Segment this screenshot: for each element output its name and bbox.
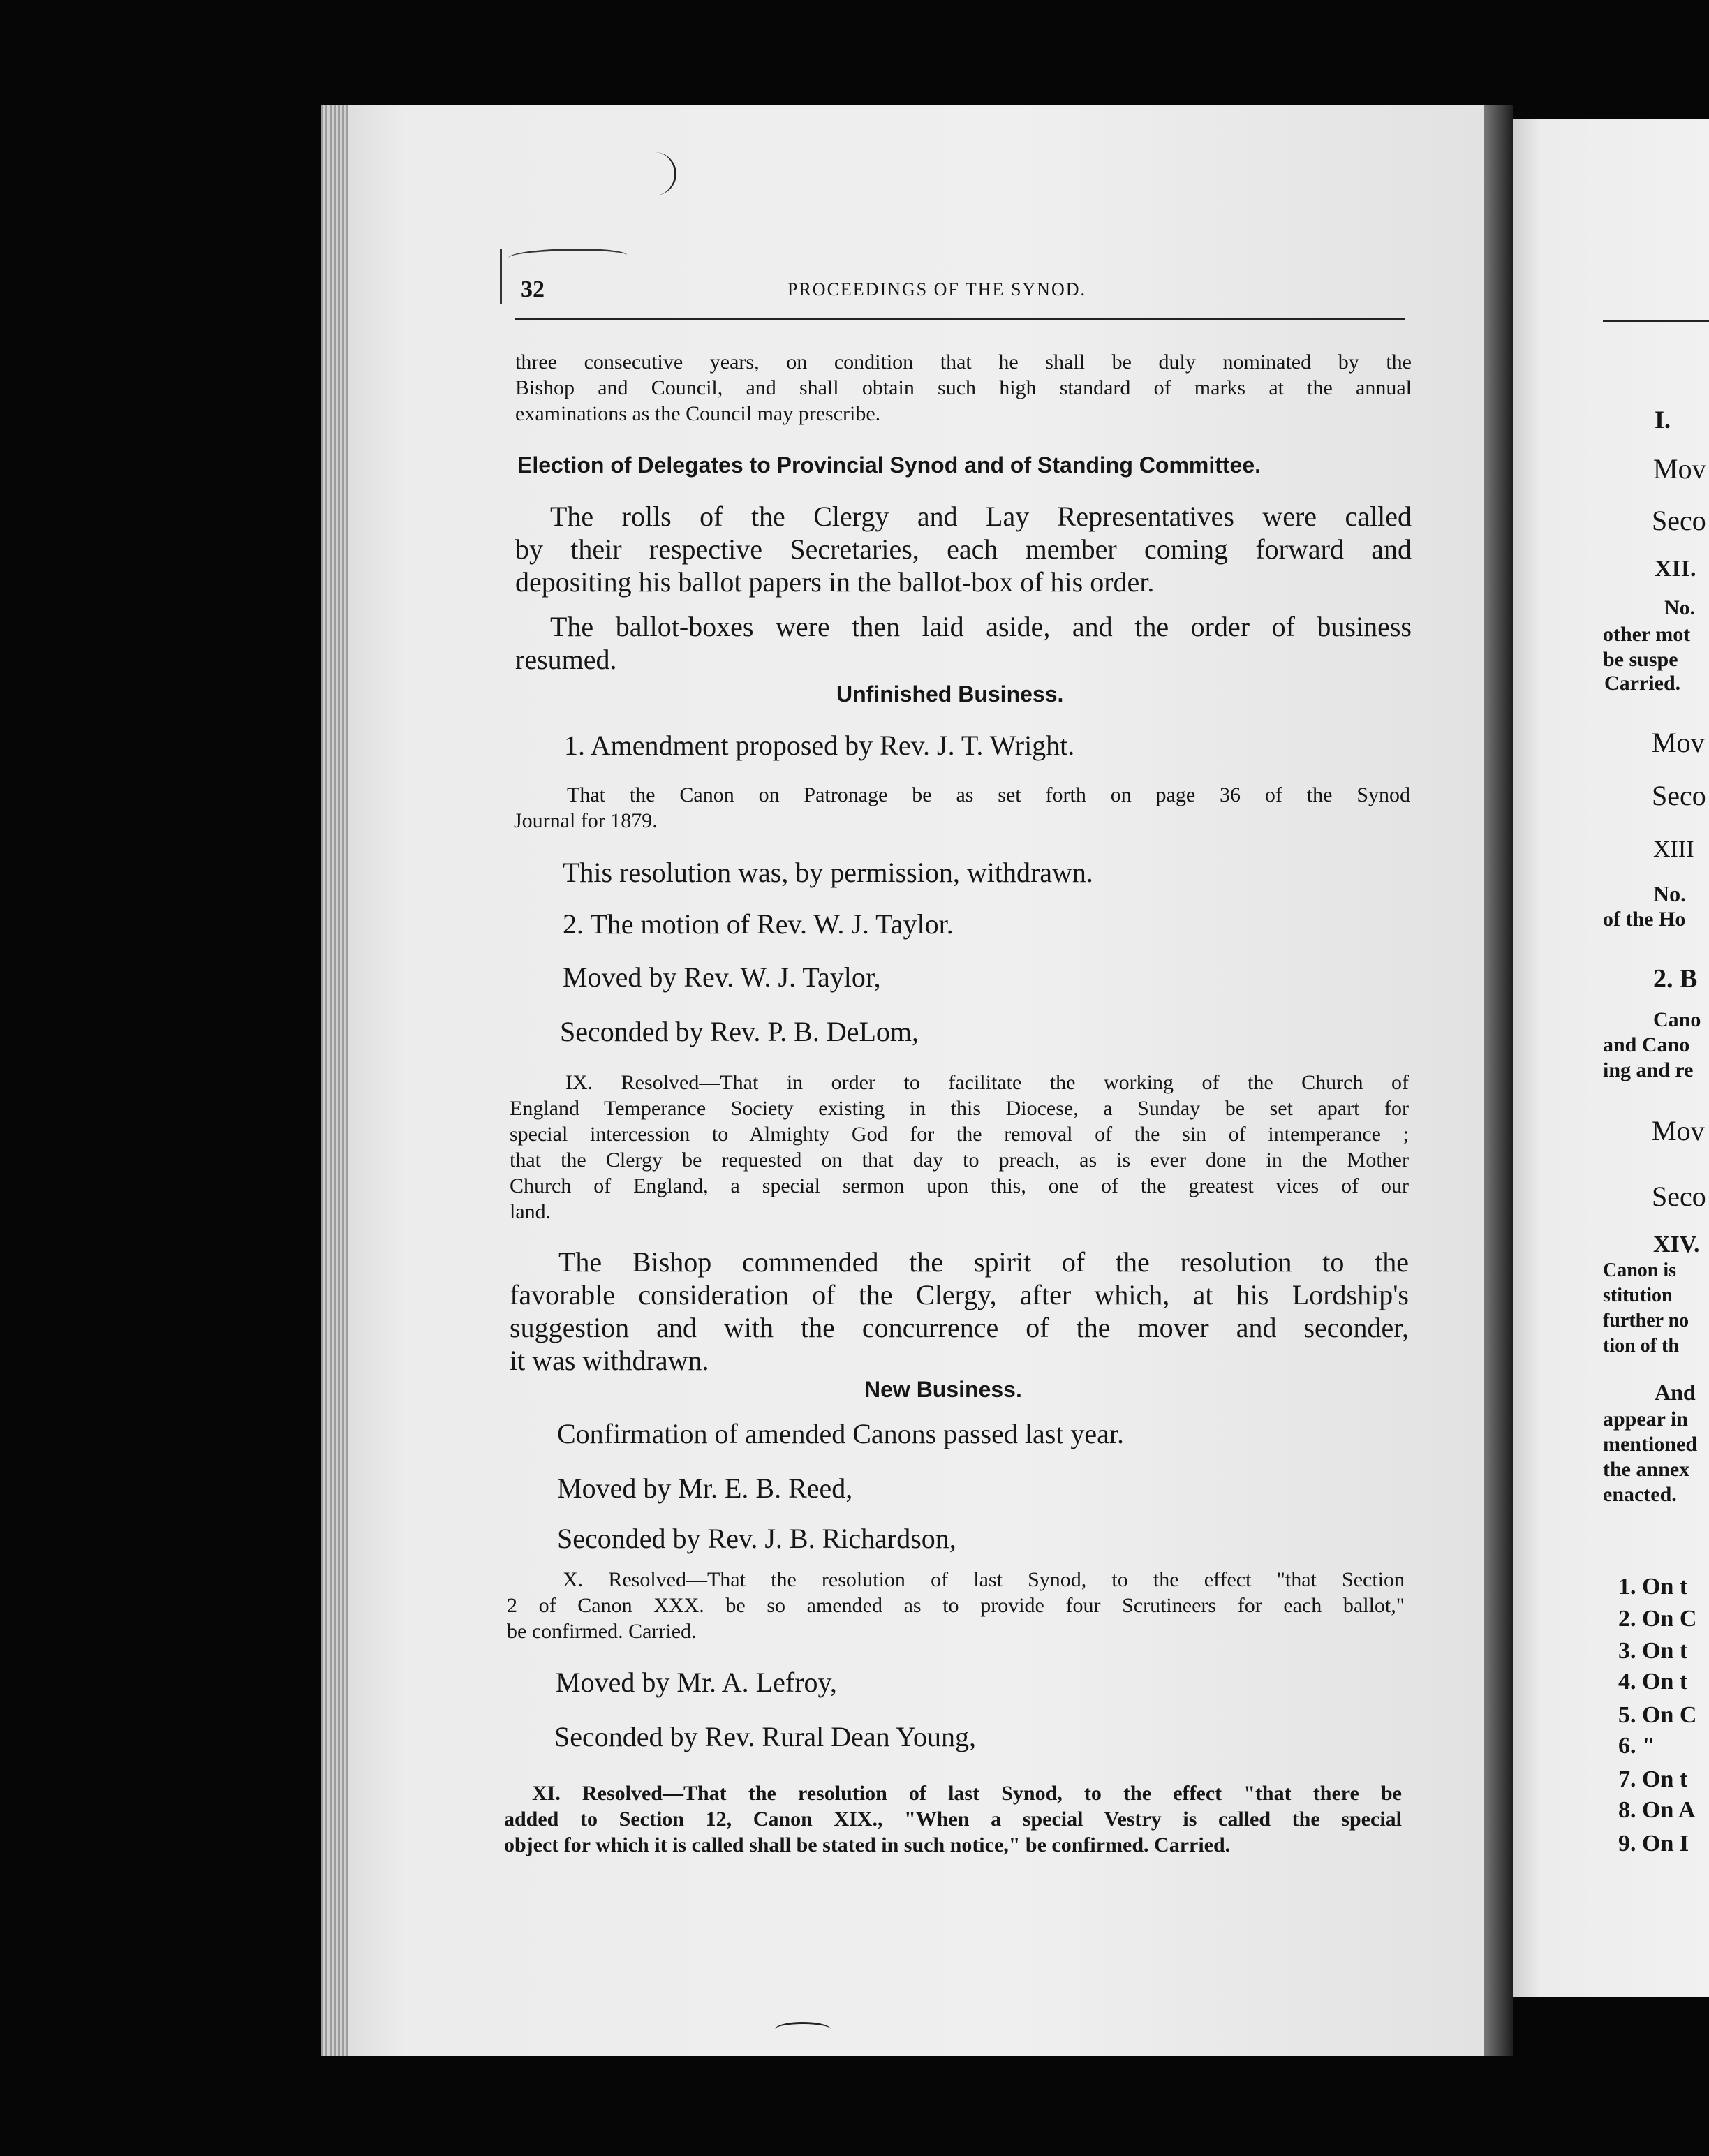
right-page-line: No. xyxy=(1653,881,1687,906)
right-page-line: stitution xyxy=(1603,1285,1673,1306)
right-page-line: Cano xyxy=(1653,1008,1701,1031)
page-number: 32 xyxy=(521,276,545,302)
seconded-by-2: Seconded by Rev. J. B. Richardson, xyxy=(557,1523,956,1554)
right-page-line: further no xyxy=(1603,1310,1689,1331)
header-rule xyxy=(515,318,1405,320)
right-page-line: mentioned xyxy=(1603,1433,1697,1456)
right-page-line: 2. On C xyxy=(1618,1606,1697,1632)
moved-by-2: Moved by Mr. E. B. Reed, xyxy=(557,1472,853,1504)
ballot-paragraph: The ballot-boxes were then laid aside, and the order of business resumed. xyxy=(515,611,1412,675)
bishop-paragraph: The Bishop commended the spirit of the resolution to the favorable consideration of the Clergy, after which, at his Lordship's suggestion and with the concurrence of the mover and seconder, it was withdrawn. xyxy=(510,1246,1409,1376)
right-page-line: of the Ho xyxy=(1603,908,1686,931)
right-page-line: 5. On C xyxy=(1618,1702,1697,1728)
right-page-line: ing and re xyxy=(1603,1058,1694,1081)
resolution-xi: XI. Resolved—That the resolution of last Synod, to the effect "that there be added to Section 12, Canon XIX., "When a special Vestry is called the special object for which it is called shall be stated in such notice," be confirmed. Carried. xyxy=(504,1782,1402,1856)
right-page-line: 7. On t xyxy=(1618,1766,1688,1792)
right-page-line: the annex xyxy=(1603,1458,1690,1481)
item-1: 1. Amendment proposed by Rev. J. T. Wright. xyxy=(564,730,1075,761)
withdrawn-note: This resolution was, by permission, withdrawn. xyxy=(563,857,1093,888)
right-page-line: XIV. xyxy=(1653,1232,1700,1257)
moved-by-1: Moved by Rev. W. J. Taylor, xyxy=(563,961,881,993)
seconded-by-3: Seconded by Rev. Rural Dean Young, xyxy=(554,1721,977,1752)
right-page-line: appear in xyxy=(1603,1408,1688,1431)
pencil-mark-left xyxy=(500,249,516,304)
right-page-line: other mot xyxy=(1603,623,1691,646)
right-page-line: No. xyxy=(1664,596,1696,619)
right-page-line: 4. On t xyxy=(1618,1669,1688,1694)
running-head: PROCEEDINGS OF THE SYNOD. xyxy=(787,279,1087,300)
right-page-line: And xyxy=(1655,1380,1696,1405)
unfinished-business-heading: Unfinished Business. xyxy=(836,681,1064,707)
item-2: 2. The motion of Rev. W. J. Taylor. xyxy=(563,908,954,940)
opening-paragraph: three consecutive years, on condition that he shall be duly nominated by the Bishop and Council, and shall obtain such high standard of marks at the annual examinations as the Council may prescribe. xyxy=(515,350,1412,425)
election-heading: Election of Delegates to Provincial Synod and of Standing Committee. xyxy=(517,452,1262,478)
canon-paragraph: That the Canon on Patronage be as set forth on page 36 of the Synod Journal for 1879. xyxy=(514,783,1410,832)
right-page-line: 1. On t xyxy=(1618,1574,1688,1600)
right-header-rule xyxy=(1603,320,1709,322)
page-edges xyxy=(321,105,348,2056)
right-page-line: Carried. xyxy=(1604,672,1681,695)
right-page-line: 9. On I xyxy=(1618,1831,1689,1856)
resolution-x: X. Resolved—That the resolution of last Synod, to the effect "that Section 2 of Canon XXX. be so amended as to provide four Scrutineers for each ballot," be confirmed. Carried. xyxy=(507,1568,1405,1643)
right-page-line: Mov xyxy=(1653,453,1706,485)
confirmation-line: Confirmation of amended Canons passed last year. xyxy=(557,1418,1125,1449)
right-page-line: Mov xyxy=(1652,1115,1705,1146)
right-page-line: Seco xyxy=(1652,505,1706,536)
right-page-line: Seco xyxy=(1652,1181,1706,1212)
resolution-ix: IX. Resolved—That in order to facilitate the working of the Church of England Temperance Society existing in this Diocese, a Sunday be set apart for special intercession to Almighty God for the removal of the sin of intemperance ; that the Clergy be requested on that day to preach, as is ever done in the Mother Church of England, a special sermon upon this, one of the greatest vices of our land. xyxy=(510,1071,1409,1223)
rolls-paragraph: The rolls of the Clergy and Lay Representatives were called by their respective Secretaries, each member coming forward and depositing his ballot papers in the ballot-box of his order. xyxy=(515,501,1412,598)
right-page-line: be suspe xyxy=(1603,648,1678,671)
right-page-line: Seco xyxy=(1652,780,1706,811)
right-page-line: I. xyxy=(1655,406,1671,434)
new-business-heading: New Business. xyxy=(864,1377,1022,1402)
seconded-by-1: Seconded by Rev. P. B. DeLom, xyxy=(560,1016,919,1047)
right-page-line: Canon is xyxy=(1603,1260,1677,1281)
right-page-line: tion of th xyxy=(1603,1335,1679,1357)
right-page-line: and Cano xyxy=(1603,1033,1690,1056)
right-page-line: XIII xyxy=(1653,836,1694,862)
moved-by-3: Moved by Mr. A. Lefroy, xyxy=(556,1667,837,1698)
book-gutter xyxy=(1484,105,1513,2056)
right-page-line: Mov xyxy=(1652,727,1705,758)
right-page-line: enacted. xyxy=(1603,1483,1677,1506)
right-page-line: 2. B xyxy=(1653,964,1698,994)
right-page-line: 3. On t xyxy=(1618,1638,1688,1664)
right-page-line: 8. On A xyxy=(1618,1797,1696,1823)
right-page-line: XII. xyxy=(1655,556,1696,582)
right-page-line: 6. " xyxy=(1618,1733,1655,1759)
pencil-mark-bottom xyxy=(775,2022,831,2037)
